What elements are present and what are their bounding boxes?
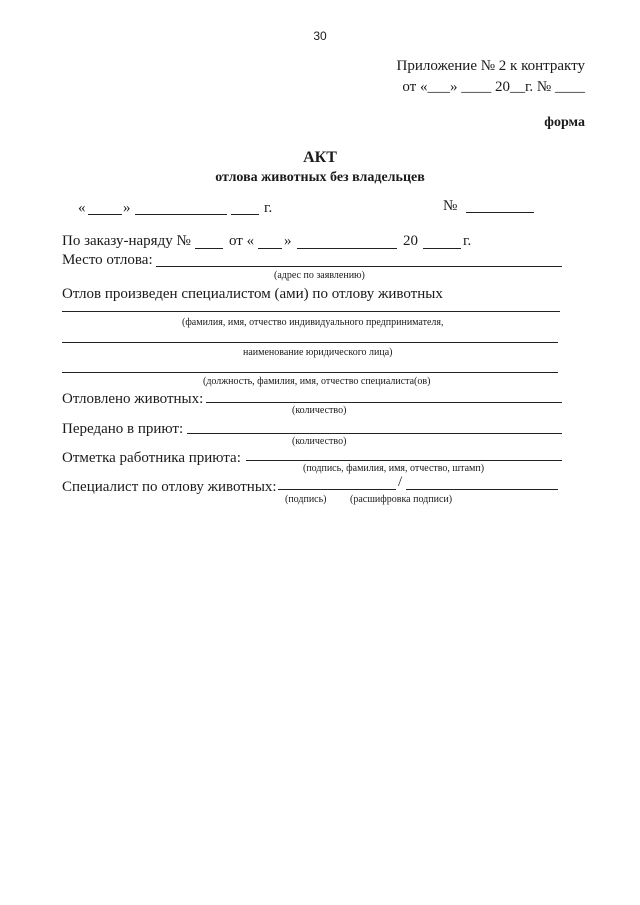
shelter-caption: (количество) [292,436,347,447]
order-day-field[interactable] [258,248,282,249]
catch-caption-specialist: (должность, фамилия, имя, отчество специалиста(ов) [203,376,431,387]
catch-label: Отлов произведен специалистом (ами) по отлову животных [62,286,443,302]
specialist-slash: / [398,474,403,490]
date-year-suffix: г. [264,200,273,216]
specialist-label: Специалист по отлову животных: [62,479,277,495]
order-quote-close: » [284,233,292,249]
caught-label: Отловлено животных: [62,391,204,407]
order-year-field[interactable] [423,248,461,249]
appendix-contract-ref: от «___» ____ 20__г. № ____ [402,79,585,95]
catch-caption-organization: наименование юридического лица) [243,347,393,358]
order-label: По заказу-наряду № [62,233,191,249]
catch-caption-entrepreneur: (фамилия, имя, отчество индивидуального предпринимателя, [182,317,444,328]
shelter-count-field[interactable] [187,433,562,434]
caught-count-field[interactable] [206,402,562,403]
date-day-field[interactable] [88,214,122,215]
worker-mark-field[interactable] [246,460,562,461]
document-subtitle: отлова животных без владельцев [215,170,425,185]
act-number-label: № [443,198,458,214]
order-from-label: от « [229,233,255,249]
catch-specialist-field[interactable] [62,372,558,373]
place-field[interactable] [156,266,562,267]
specialist-caption-decode: (расшифровка подписи) [350,494,453,505]
order-month-field[interactable] [297,248,397,249]
shelter-label: Передано в приют: [62,421,184,437]
worker-mark-caption: (подпись, фамилия, имя, отчество, штамп) [303,463,485,474]
order-year-prefix: 20 [403,233,418,249]
form-label: форма [544,115,585,130]
place-label: Место отлова: [62,252,153,268]
act-number-field[interactable] [466,212,534,213]
date-year-field[interactable] [231,214,259,215]
place-caption: (адрес по заявлению) [274,270,365,281]
date-month-field[interactable] [135,214,227,215]
date-quote-close: » [123,200,131,216]
specialist-decode-field[interactable] [406,489,558,490]
document-title: АКТ [303,149,337,166]
specialist-caption-signature: (подпись) [285,494,327,505]
appendix-title: Приложение № 2 к контракту [396,58,585,74]
worker-mark-label: Отметка работника приюта: [62,450,241,466]
catch-entrepreneur-field[interactable] [62,311,560,312]
order-year-suffix: г. [463,233,472,249]
specialist-signature-field[interactable] [278,489,396,490]
date-quote-open: « [78,200,86,216]
order-number-field[interactable] [195,248,223,249]
caught-caption: (количество) [292,405,347,416]
page-number: 30 [313,29,327,43]
catch-organization-field[interactable] [62,342,558,343]
